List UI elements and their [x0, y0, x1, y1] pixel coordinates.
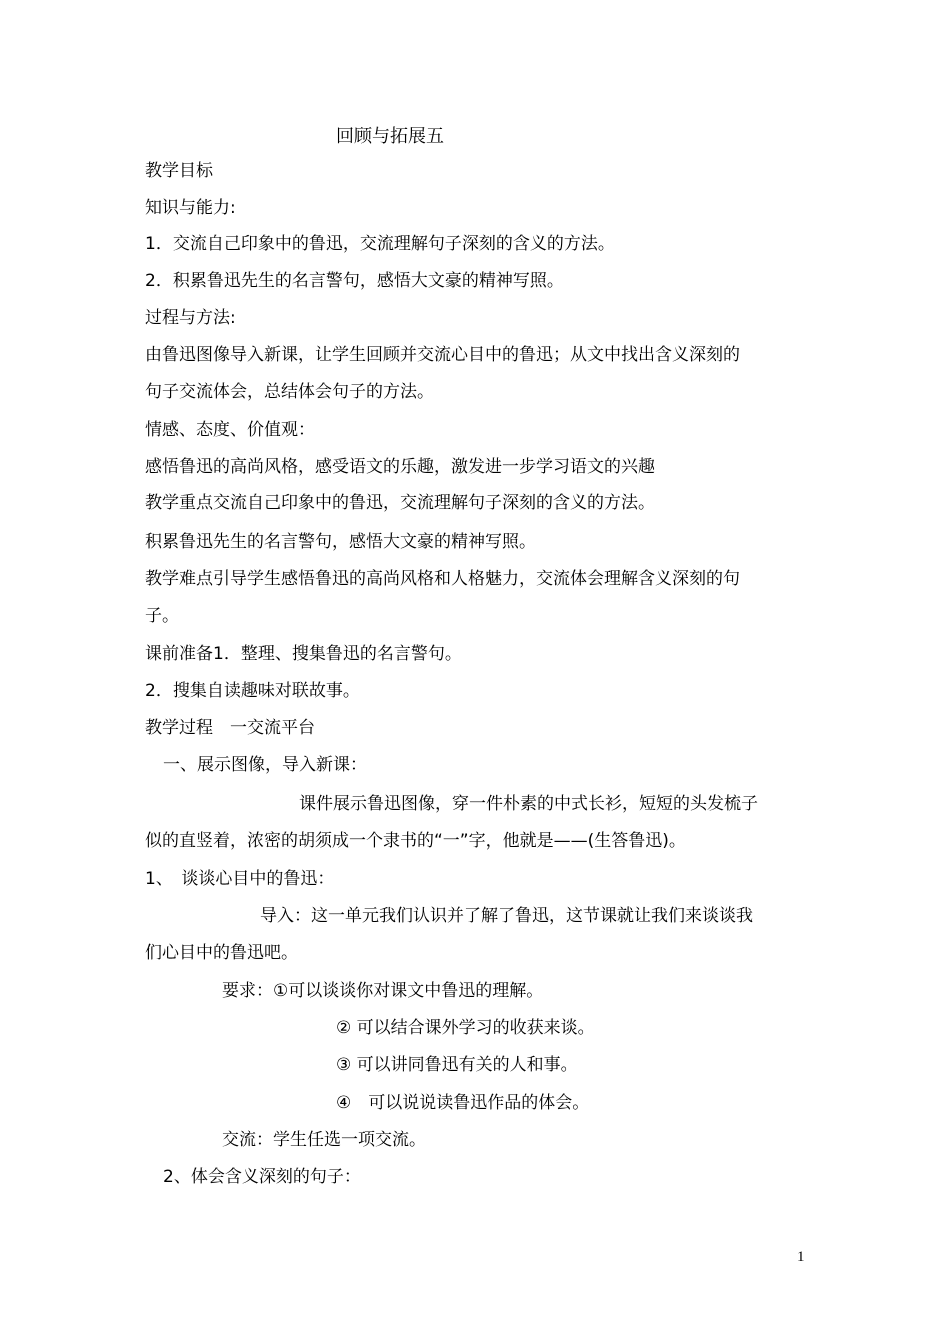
section-heading-teaching-goals: 教学目标 [145, 161, 213, 181]
paragraph-process-line-2: 句子交流体会，总结体会句子的方法。 [145, 382, 434, 402]
paragraph-difficulties-line-1: 教学难点引导学生感悟鲁迅的高尚风格和人格魅力，交流体会理解含义深刻的句 [145, 569, 740, 589]
document-title: 回顾与拓展五 [336, 126, 444, 147]
requirement-item-3: ③ 可以讲同鲁迅有关的人和事。 [336, 1055, 578, 1075]
paragraph-intro-line-1: 课件展示鲁迅图像，穿一件朴素的中式长衫，短短的头发梳子 [299, 794, 758, 814]
subheading-emotion-values: 情感、态度、价值观： [145, 420, 315, 440]
paragraph-key-points-line-2: 积累鲁迅先生的名言警句，感悟大文豪的精神写照。 [145, 532, 536, 552]
paragraph-guide-line-1: 导入：这一单元我们认识并了解了鲁迅，这节课就让我们来谈谈我 [260, 906, 753, 926]
step-heading-1: 一、展示图像，导入新课： [163, 755, 367, 775]
section-heading-teaching-process: 教学过程 一交流平台 [145, 718, 315, 738]
sub-step-1: 1、 谈谈心目中的鲁迅： [145, 869, 335, 889]
paragraph-difficulties-line-2: 子。 [145, 606, 179, 626]
goal-item-1: 1．交流自己印象中的鲁迅，交流理解句子深刻的含义的方法。 [145, 234, 615, 254]
paragraph-guide-line-2: 们心目中的鲁迅吧。 [145, 943, 298, 963]
paragraph-preparation-line-1: 课前准备1．整理、搜集鲁迅的名言警句。 [145, 644, 462, 664]
paragraph-process-line-1: 由鲁迅图像导入新课，让学生回顾并交流心目中的鲁迅；从文中找出含义深刻的 [145, 345, 740, 365]
requirement-item-1: 要求：①可以谈谈你对课文中鲁迅的理解。 [222, 981, 544, 1001]
paragraph-intro-line-2: 似的直竖着，浓密的胡须成一个隶书的“一”字，他就是——(生答鲁迅)。 [145, 831, 686, 851]
goal-item-2: 2．积累鲁迅先生的名言警句，感悟大文豪的精神写照。 [145, 271, 564, 291]
paragraph-emotion: 感悟鲁迅的高尚风格，感受语文的乐趣，激发进一步学习语文的兴趣 [145, 457, 655, 477]
sub-step-2: 2、体会含义深刻的句子： [163, 1167, 361, 1187]
paragraph-preparation-line-2: 2．搜集自读趣味对联故事。 [145, 681, 360, 701]
subheading-knowledge-ability: 知识与能力: [145, 198, 236, 218]
paragraph-key-points-line-1: 教学重点交流自己印象中的鲁迅，交流理解句子深刻的含义的方法。 [145, 493, 655, 513]
subheading-process-method: 过程与方法: [145, 308, 236, 328]
requirement-item-2: ② 可以结合课外学习的收获来谈。 [336, 1018, 595, 1038]
paragraph-exchange: 交流：学生任选一项交流。 [222, 1130, 426, 1150]
page-number: 1 [797, 1249, 805, 1265]
requirement-item-4: ④ 可以说说读鲁迅作品的体会。 [336, 1093, 590, 1113]
